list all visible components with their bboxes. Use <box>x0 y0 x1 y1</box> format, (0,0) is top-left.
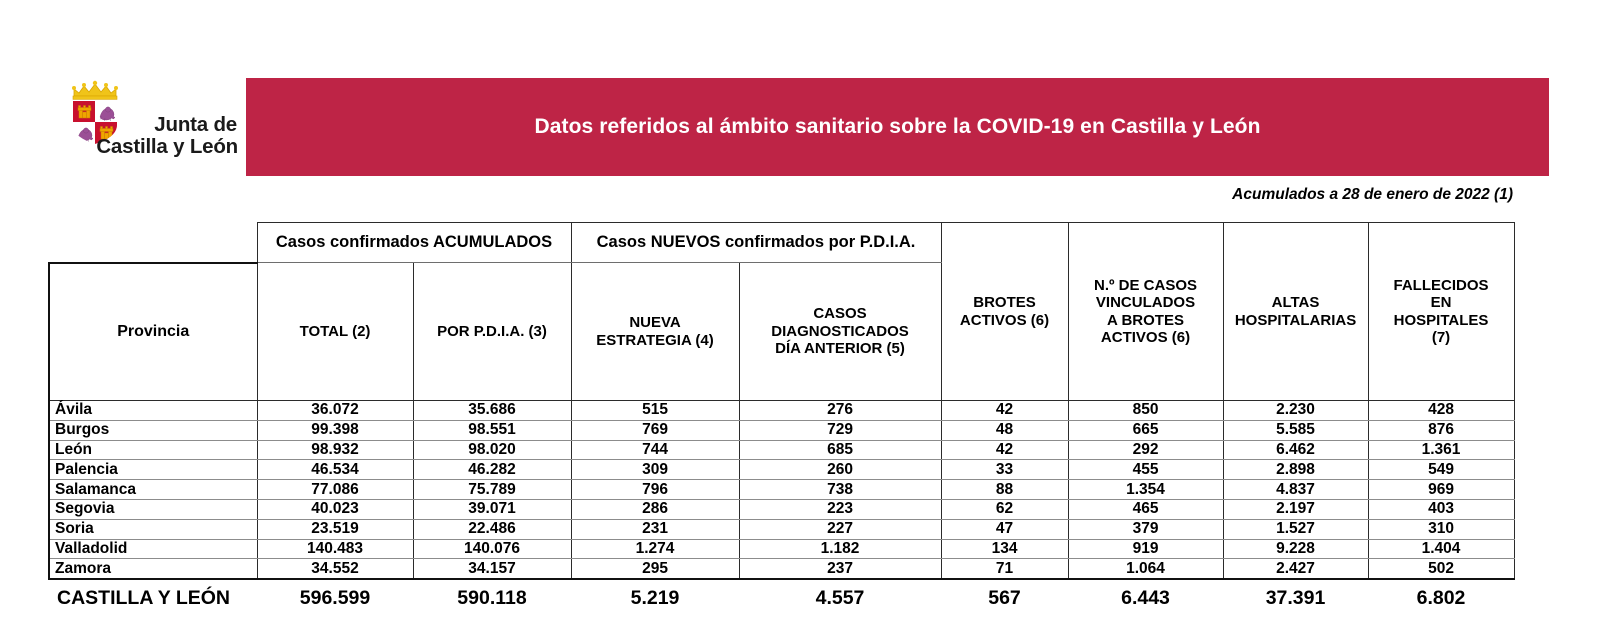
column-header-nueva-estrategia <box>571 263 739 401</box>
cell-vinculados: 455 <box>1068 460 1223 480</box>
cell-por-pdia: 98.551 <box>413 420 571 440</box>
cell-por-pdia: 35.686 <box>413 401 571 421</box>
cell-brotes-activos: 48 <box>941 420 1068 440</box>
fallecidos-line-2: EN <box>1430 294 1452 312</box>
cell-nueva-estrategia: 796 <box>571 480 739 500</box>
logo-line-1: Junta de <box>154 113 237 136</box>
group-header-nuevos: Casos NUEVOS confirmados por P.D.I.A. <box>571 223 941 263</box>
group-header-spacer <box>49 223 257 263</box>
nueva-line-1: NUEVA <box>629 314 681 332</box>
table-row <box>49 499 1514 519</box>
cell-altas: 4.837 <box>1223 480 1368 500</box>
cell-fallecidos: 428 <box>1368 401 1514 421</box>
column-header-total: TOTAL (2) <box>257 263 413 401</box>
vinculados-line-4: ACTIVOS (6) <box>1100 328 1191 346</box>
cell-brotes-activos: 47 <box>941 519 1068 539</box>
table-row <box>49 401 1514 421</box>
table-row <box>49 480 1514 500</box>
column-header-provincia: Provincia <box>49 263 257 401</box>
cell-provincia: León <box>49 440 257 460</box>
cell-total: 46.534 <box>257 460 413 480</box>
cell-provincia: Burgos <box>49 420 257 440</box>
table-row <box>49 420 1514 440</box>
cell-altas: 2.197 <box>1223 499 1368 519</box>
column-header-por-pdia: POR P.D.I.A. (3) <box>413 263 571 401</box>
cell-vinculados: 465 <box>1068 499 1223 519</box>
cell-por-pdia: 34.157 <box>413 559 571 579</box>
vinculados-line-3: A BROTES <box>1107 311 1184 329</box>
total-altas: 37.391 <box>1223 579 1368 615</box>
junta-logo-text <box>48 114 238 158</box>
cell-vinculados: 919 <box>1068 539 1223 559</box>
cell-vinculados: 1.064 <box>1068 559 1223 579</box>
cell-por-pdia: 39.071 <box>413 499 571 519</box>
total-label: CASTILLA Y LEÓN <box>49 579 257 615</box>
total-total: 596.599 <box>257 579 413 615</box>
total-casos-dia-anterior: 4.557 <box>739 579 941 615</box>
column-header-fallecidos <box>1368 223 1514 401</box>
cell-nueva-estrategia: 1.274 <box>571 539 739 559</box>
cell-nueva-estrategia: 286 <box>571 499 739 519</box>
cell-fallecidos: 310 <box>1368 519 1514 539</box>
table-footer <box>49 579 1514 615</box>
cell-total: 77.086 <box>257 480 413 500</box>
cell-provincia: Segovia <box>49 499 257 519</box>
table-row <box>49 460 1514 480</box>
table-group-header-row <box>49 223 1514 263</box>
total-fallecidos: 6.802 <box>1368 579 1514 615</box>
altas-line-1: ALTAS <box>1271 294 1320 312</box>
column-header-casos-dia-anterior <box>739 263 941 401</box>
cell-total: 34.552 <box>257 559 413 579</box>
cell-altas: 2.230 <box>1223 401 1368 421</box>
cell-casos-dia-anterior: 227 <box>739 519 941 539</box>
covid-data-table-container <box>48 222 1513 615</box>
brotes-line-1: BROTES <box>973 294 1036 312</box>
accumulated-date-note: Acumulados a 28 de enero de 2022 (1) <box>1232 186 1513 203</box>
table-total-row <box>49 579 1514 615</box>
cell-vinculados: 1.354 <box>1068 480 1223 500</box>
cell-altas: 1.527 <box>1223 519 1368 539</box>
cell-casos-dia-anterior: 1.182 <box>739 539 941 559</box>
fallecidos-line-3: HOSPITALES <box>1393 311 1489 329</box>
cell-total: 36.072 <box>257 401 413 421</box>
cell-provincia: Salamanca <box>49 480 257 500</box>
page-header <box>0 0 1600 180</box>
cell-fallecidos: 549 <box>1368 460 1514 480</box>
cell-por-pdia: 140.076 <box>413 539 571 559</box>
cell-altas: 5.585 <box>1223 420 1368 440</box>
cell-por-pdia: 46.282 <box>413 460 571 480</box>
cell-casos-dia-anterior: 276 <box>739 401 941 421</box>
cell-total: 99.398 <box>257 420 413 440</box>
logo-line-2: Castilla y León <box>96 135 238 159</box>
cell-por-pdia: 22.486 <box>413 519 571 539</box>
cell-fallecidos: 969 <box>1368 480 1514 500</box>
cell-fallecidos: 403 <box>1368 499 1514 519</box>
column-header-altas <box>1223 223 1368 401</box>
column-header-vinculados <box>1068 223 1223 401</box>
cell-brotes-activos: 42 <box>941 401 1068 421</box>
cell-altas: 2.427 <box>1223 559 1368 579</box>
cell-casos-dia-anterior: 260 <box>739 460 941 480</box>
casos-dia-line-1: CASOS <box>813 305 867 323</box>
vinculados-line-1: N.º DE CASOS <box>1094 276 1198 294</box>
cell-brotes-activos: 62 <box>941 499 1068 519</box>
cell-nueva-estrategia: 295 <box>571 559 739 579</box>
cell-por-pdia: 98.020 <box>413 440 571 460</box>
cell-provincia: Zamora <box>49 559 257 579</box>
cell-casos-dia-anterior: 685 <box>739 440 941 460</box>
cell-provincia: Valladolid <box>49 539 257 559</box>
cell-brotes-activos: 33 <box>941 460 1068 480</box>
cell-vinculados: 665 <box>1068 420 1223 440</box>
fallecidos-line-1: FALLECIDOS <box>1393 276 1489 294</box>
total-nueva-estrategia: 5.219 <box>571 579 739 615</box>
cell-total: 40.023 <box>257 499 413 519</box>
cell-nueva-estrategia: 515 <box>571 401 739 421</box>
cell-provincia: Ávila <box>49 401 257 421</box>
vinculados-line-2: VINCULADOS <box>1095 294 1196 312</box>
cell-total: 98.932 <box>257 440 413 460</box>
cell-altas: 6.462 <box>1223 440 1368 460</box>
cell-nueva-estrategia: 769 <box>571 420 739 440</box>
table-row <box>49 559 1514 579</box>
cell-total: 140.483 <box>257 539 413 559</box>
total-vinculados: 6.443 <box>1068 579 1223 615</box>
cell-provincia: Soria <box>49 519 257 539</box>
covid-data-table <box>48 222 1515 615</box>
altas-line-2: HOSPITALARIAS <box>1234 311 1357 329</box>
total-brotes-activos: 567 <box>941 579 1068 615</box>
cell-casos-dia-anterior: 729 <box>739 420 941 440</box>
cell-vinculados: 850 <box>1068 401 1223 421</box>
table-row <box>49 539 1514 559</box>
cell-fallecidos: 502 <box>1368 559 1514 579</box>
cell-nueva-estrategia: 744 <box>571 440 739 460</box>
cell-fallecidos: 1.404 <box>1368 539 1514 559</box>
total-por-pdia: 590.118 <box>413 579 571 615</box>
title-banner <box>246 78 1549 176</box>
cell-altas: 9.228 <box>1223 539 1368 559</box>
cell-brotes-activos: 42 <box>941 440 1068 460</box>
cell-provincia: Palencia <box>49 460 257 480</box>
cell-vinculados: 292 <box>1068 440 1223 460</box>
cell-fallecidos: 876 <box>1368 420 1514 440</box>
cell-casos-dia-anterior: 237 <box>739 559 941 579</box>
table-row <box>49 440 1514 460</box>
cell-casos-dia-anterior: 223 <box>739 499 941 519</box>
cell-nueva-estrategia: 231 <box>571 519 739 539</box>
fallecidos-line-4: (7) <box>1431 328 1451 346</box>
casos-dia-line-2: DIAGNOSTICADOS <box>771 322 909 340</box>
column-header-brotes-activos <box>941 223 1068 401</box>
cell-total: 23.519 <box>257 519 413 539</box>
cell-vinculados: 379 <box>1068 519 1223 539</box>
page-title: Datos referidos al ámbito sanitario sobre la COVID-19 en Castilla y León <box>534 115 1261 138</box>
cell-brotes-activos: 88 <box>941 480 1068 500</box>
junta-logo <box>48 78 238 176</box>
cell-altas: 2.898 <box>1223 460 1368 480</box>
table-body <box>49 401 1514 579</box>
cell-nueva-estrategia: 309 <box>571 460 739 480</box>
nueva-line-2: ESTRATEGIA (4) <box>596 331 714 349</box>
cell-por-pdia: 75.789 <box>413 480 571 500</box>
table-row <box>49 519 1514 539</box>
brotes-line-2: ACTIVOS (6) <box>959 311 1050 329</box>
casos-dia-line-3: DÍA ANTERIOR (5) <box>775 340 905 358</box>
cell-casos-dia-anterior: 738 <box>739 480 941 500</box>
cell-brotes-activos: 134 <box>941 539 1068 559</box>
cell-brotes-activos: 71 <box>941 559 1068 579</box>
cell-fallecidos: 1.361 <box>1368 440 1514 460</box>
group-header-acumulados: Casos confirmados ACUMULADOS <box>257 223 571 263</box>
